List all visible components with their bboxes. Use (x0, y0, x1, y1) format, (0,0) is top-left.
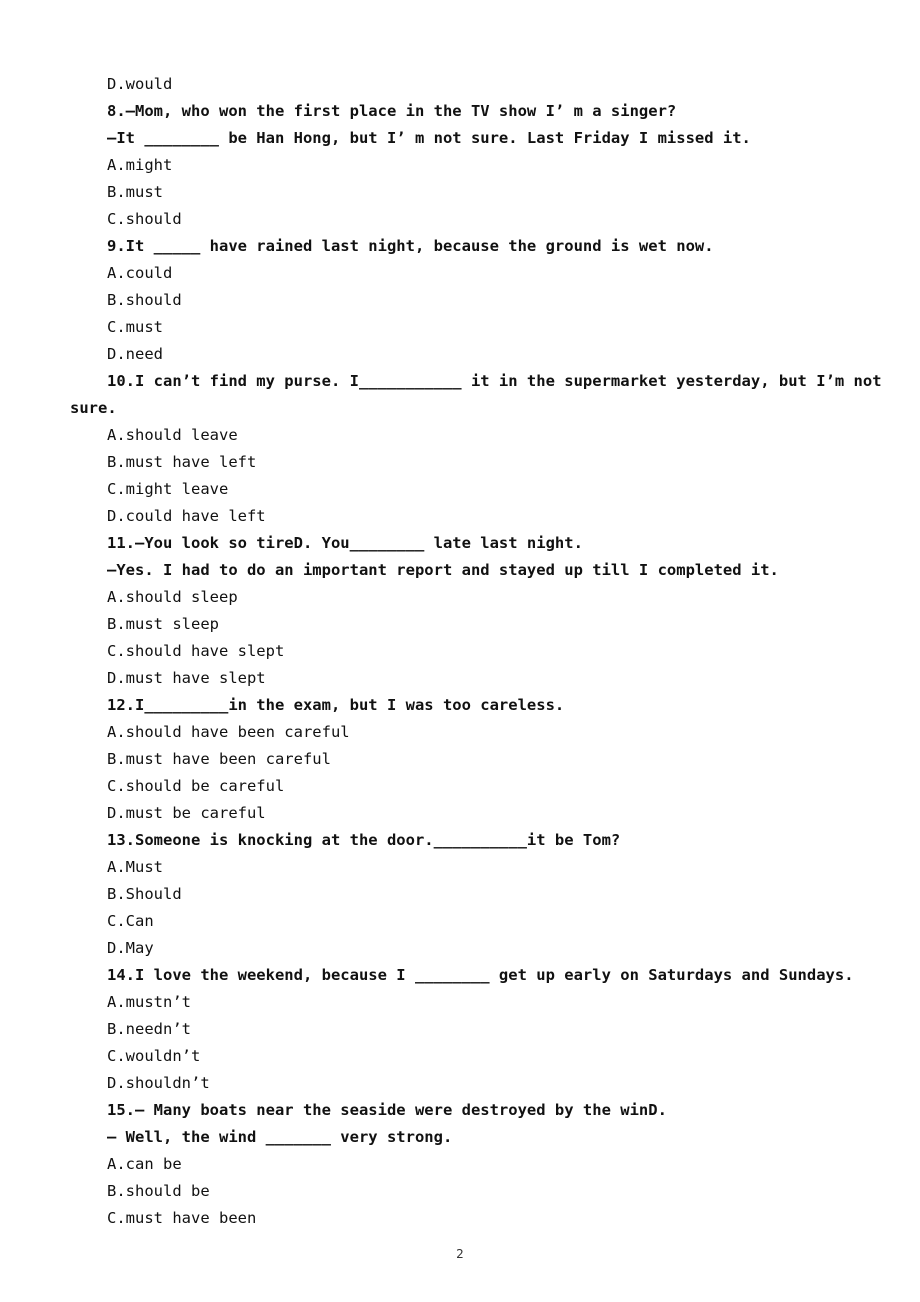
option-line: A.should sleep (107, 588, 238, 606)
option-line: B.must sleep (107, 615, 219, 633)
option-line: D.need (107, 345, 163, 363)
question-line: 15.— Many boats near the seaside were destroyed by the winD. (107, 1101, 667, 1119)
option-line: B.Should (107, 885, 182, 903)
option-line: A.might (107, 156, 173, 174)
option-line: D.must have slept (107, 669, 266, 687)
option-line: A.should leave (107, 426, 238, 444)
question-line: 14.I love the weekend, because I ________ get up early on Saturdays and Sundays. (107, 966, 854, 984)
question-line: sure. (70, 399, 117, 417)
option-line: A.mustn’t (107, 993, 191, 1011)
question-line: 11.—You look so tireD. You________ late last night. (107, 534, 583, 552)
option-line: D.May (107, 939, 154, 957)
question-line: —Yes. I had to do an important report and stayed up till I completed it. (107, 561, 779, 579)
question-line: 10.I can’t find my purse. I___________ it in the supermarket yesterday, but I’m not (107, 372, 882, 390)
question-line: 8.—Mom, who won the first place in the TV show I’ m a singer? (107, 102, 677, 120)
option-line: D.shouldn’t (107, 1074, 210, 1092)
option-line: A.could (107, 264, 173, 282)
option-line: C.might leave (107, 480, 229, 498)
option-line: B.should be (107, 1182, 210, 1200)
option-line: C.must (107, 318, 163, 336)
option-line: B.should (107, 291, 182, 309)
document-page (0, 71, 920, 1232)
option-line: C.wouldn’t (107, 1047, 201, 1065)
option-line: C.should have slept (107, 642, 285, 660)
question-line: —It ________ be Han Hong, but I’ m not sure. Last Friday I missed it. (107, 129, 751, 147)
option-line: A.should have been careful (107, 723, 350, 741)
question-line: — Well, the wind _______ very strong. (107, 1128, 453, 1146)
option-line: B.must have left (107, 453, 257, 471)
question-line: 9.It _____ have rained last night, because the ground is wet now. (107, 237, 714, 255)
question-line: 12.I_________in the exam, but I was too careless. (107, 696, 565, 714)
option-line: C.should (107, 210, 182, 228)
option-line: B.needn’t (107, 1020, 191, 1038)
option-line: A.can be (107, 1155, 182, 1173)
option-line: D.would (107, 75, 173, 93)
option-line: D.could have left (107, 507, 266, 525)
option-line: C.must have been (107, 1209, 257, 1227)
option-line: A.Must (107, 858, 163, 876)
option-line: B.must (107, 183, 163, 201)
question-line: 13.Someone is knocking at the door.__________it be Tom? (107, 831, 621, 849)
option-line: C.should be careful (107, 777, 285, 795)
option-line: C.Can (107, 912, 154, 930)
option-line: B.must have been careful (107, 750, 331, 768)
page-number: 2 (456, 1247, 464, 1261)
option-line: D.must be careful (107, 804, 266, 822)
